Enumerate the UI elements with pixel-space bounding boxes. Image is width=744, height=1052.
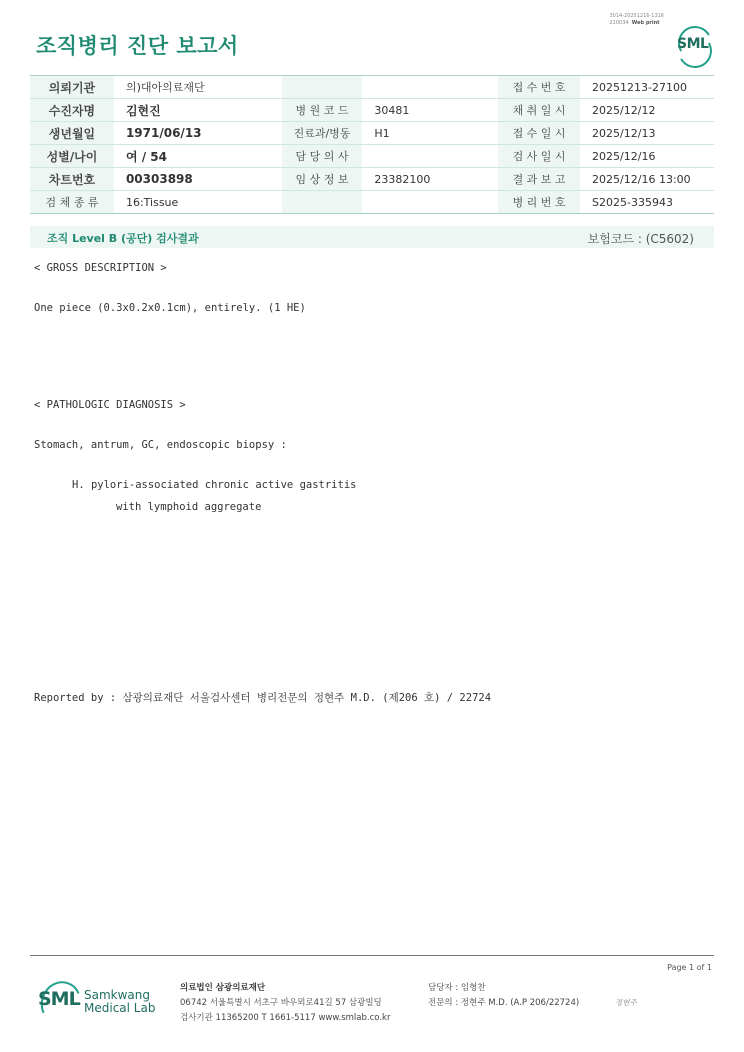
footer-logo-text: SML	[38, 988, 80, 1010]
info-value: 16:Tissue	[114, 191, 282, 214]
info-label	[282, 76, 363, 99]
gross-text: One piece (0.3x0.2x0.1cm), entirely. (1 HE)	[34, 302, 306, 314]
page-number: Page 1 of 1	[667, 963, 712, 972]
info-row	[30, 168, 714, 191]
footer-address-block	[180, 981, 390, 1026]
info-value: 2025/12/16	[580, 145, 714, 168]
footer-contact: 검사기관 11365200 T 1661-5117 www.smlab.co.kr	[180, 1013, 391, 1023]
diagnosis-line-1: H. pylori-associated chronic active gastritis	[72, 479, 357, 491]
info-label: 의뢰기관	[30, 76, 114, 99]
info-value: 2025/12/16 13:00	[580, 168, 714, 191]
result-section-bar	[30, 226, 714, 248]
info-label: 병 리 번 호	[498, 191, 580, 214]
info-value: 2025/12/13	[580, 122, 714, 145]
diagnosis-site: Stomach, antrum, GC, endoscopic biopsy :	[34, 439, 287, 451]
diagnosis-heading: < PATHOLOGIC DIAGNOSIS >	[34, 399, 186, 411]
info-value: 20251213-27100	[580, 76, 714, 99]
info-value: 1971/06/13	[114, 122, 282, 145]
info-value: 00303898	[114, 168, 282, 191]
info-value	[362, 145, 498, 168]
company-name-line2: Medical Lab	[84, 1001, 156, 1015]
footer-specialist: 전문의 : 정현주 M.D. (A.P 206/22724)	[428, 998, 580, 1008]
info-row	[30, 99, 714, 122]
diagnosis-line-2: with lymphoid aggregate	[116, 501, 262, 513]
reported-by: Reported by : 삼광의료재단 서울검사센터 병리전문의 정현주 M.D. (제206 호) / 22724	[34, 692, 492, 704]
footer-address: 06742 서울특별시 서초구 바우뫼로41길 57 삼광빌딩	[180, 998, 382, 1008]
info-value	[362, 191, 498, 214]
info-label: 접 수 번 호	[498, 76, 580, 99]
info-value: 2025/12/12	[580, 99, 714, 122]
print-code	[609, 13, 664, 27]
page-title: 조직병리 진단 보고서	[36, 34, 239, 58]
info-value: 김현진	[114, 99, 282, 122]
footer-logo	[38, 978, 168, 1028]
print-code-suffix: 210034	[609, 20, 629, 26]
info-label: 결 과 보 고	[498, 168, 580, 191]
info-label: 접 수 일 시	[498, 122, 580, 145]
info-label: 임 상 정 보	[282, 168, 363, 191]
company-name-line1: Samkwang	[84, 988, 150, 1002]
info-value: 의)대아의료재단	[114, 76, 282, 99]
signature: 정현주	[615, 998, 637, 1007]
info-label: 성별/나이	[30, 145, 114, 168]
info-value: 여 / 54	[114, 145, 282, 168]
info-label	[282, 191, 363, 214]
gross-heading: < GROSS DESCRIPTION >	[34, 262, 167, 274]
info-value	[362, 76, 498, 99]
info-value: H1	[362, 122, 498, 145]
info-row	[30, 145, 714, 168]
footer-divider	[30, 955, 714, 956]
info-label: 차트번호	[30, 168, 114, 191]
info-label: 수진자명	[30, 99, 114, 122]
info-label: 담 당 의 사	[282, 145, 363, 168]
info-label: 생년월일	[30, 122, 114, 145]
patient-info-table	[30, 75, 714, 214]
footer-staff-block	[428, 981, 579, 1011]
info-row	[30, 76, 714, 99]
print-type: Web print	[631, 20, 660, 26]
footer-org: 의료법인 삼광의료재단	[180, 983, 266, 993]
info-value: S2025-335943	[580, 191, 714, 214]
insurance-code: 보험코드 : (C5602)	[587, 232, 694, 246]
info-value: 30481	[362, 99, 498, 122]
section-title: 조직 Level B (공단) 검사결과	[47, 232, 199, 245]
sml-logo	[676, 26, 712, 64]
info-value: 23382100	[362, 168, 498, 191]
info-row	[30, 191, 714, 214]
info-label: 검 사 일 시	[498, 145, 580, 168]
info-label: 진료과/병동	[282, 122, 363, 145]
logo-text: SML	[677, 36, 709, 52]
footer-manager: 담당자 : 임형찬	[428, 983, 486, 993]
info-label: 병 원 코 드	[282, 99, 363, 122]
print-code-number: 3014-20251216-1316	[609, 13, 664, 19]
info-label: 채 취 일 시	[498, 99, 580, 122]
company-name	[84, 989, 155, 1015]
info-label: 검 체 종 류	[30, 191, 114, 214]
info-row	[30, 122, 714, 145]
